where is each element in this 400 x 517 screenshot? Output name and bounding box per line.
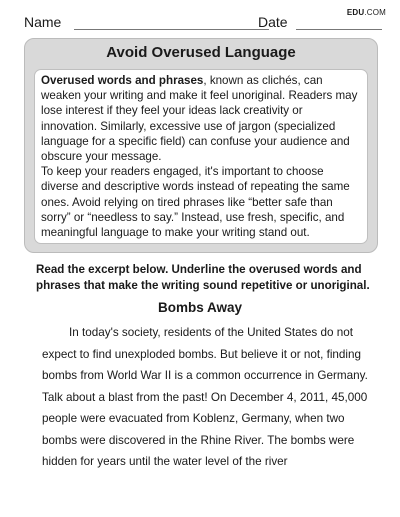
worksheet-header: [24, 14, 382, 34]
name-field[interactable]: [74, 29, 269, 30]
card-title: Avoid Overused Language: [106, 44, 296, 61]
card-paragraph-1: [41, 73, 361, 164]
info-card: [24, 38, 378, 253]
date-label: Date: [258, 14, 288, 30]
instruction-text: Read the excerpt below. Underline the overused words and phrases that make the writing sound repetitive or unoriginal.: [36, 263, 370, 292]
name-label: Name: [24, 14, 62, 30]
card-paragraph-2: To keep your readers engaged, it's important to choose diverse and descriptive words instead of repeating the same ones. Avoid relying on tired phrases like “better safe than sorry” or “needless to say.” Instead, use fresh, specific, and meaningful language to make your writing stand out.: [41, 165, 350, 240]
card-body: [34, 69, 368, 244]
card-term: Overused words and phrases: [41, 74, 204, 87]
date-field[interactable]: [296, 29, 382, 30]
brand-suffix: .COM: [364, 8, 386, 17]
story-title: Bombs Away: [157, 300, 243, 315]
story-text[interactable]: In today's society, residents of the United States do not expect to find unexploded bombs. But believe it or not, finding bombs from World War II is a common occurrence in Germany. Talk about a blast from the past! On December 4, 2011, 45,000 people were evacuated from Koblenz, Germany, when two bombs were discovered in the Rhine River. The bombs were hidden for years until the water level of the river: [42, 326, 368, 468]
card-p1-text: , known as clichés, can weaken your writing and make it feel unoriginal. Readers may lose interest if they feel your ideas lack creativity or innovation. Similarly, excessive use of jargon (specialized language for a specific field) can confuse your audience and obscure your message.: [41, 74, 358, 164]
brand-name: EDU: [346, 8, 365, 17]
